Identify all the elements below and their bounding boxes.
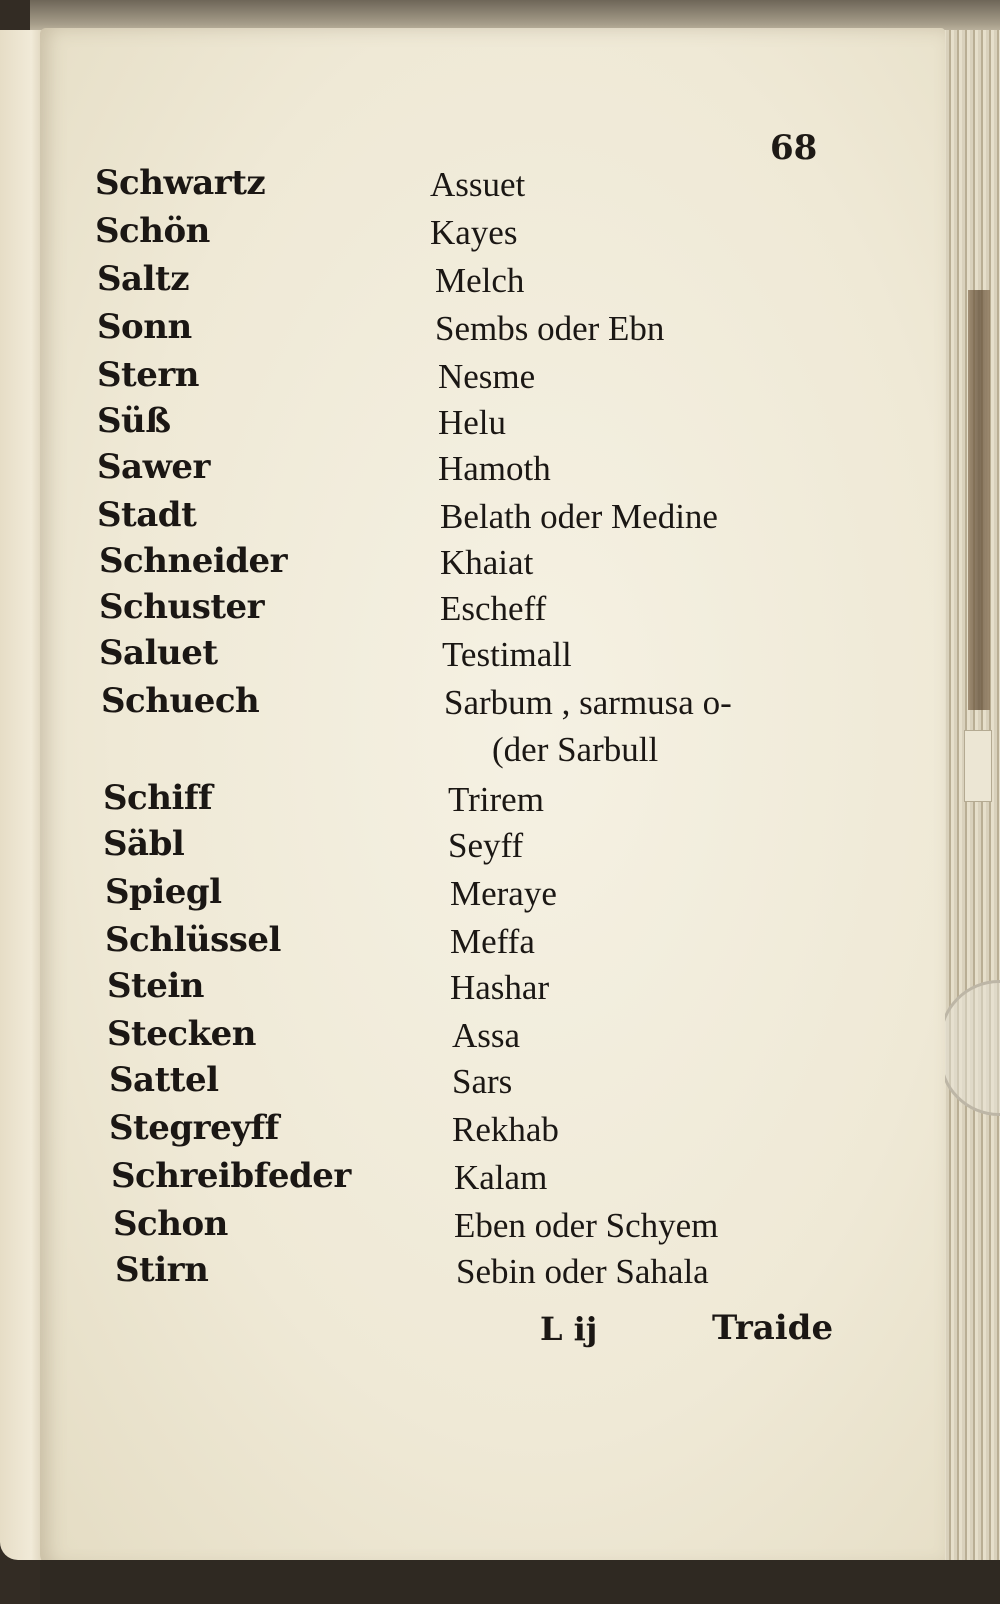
german-term: Stein (107, 966, 205, 1006)
german-term: Stirn (115, 1250, 209, 1290)
translation-term: Khaiat (440, 543, 534, 582)
book-bottom-edge (40, 1560, 1000, 1604)
translation-term: Sebin oder Sahala (456, 1252, 709, 1291)
german-term: Stadt (97, 495, 197, 535)
stain-strip (968, 290, 990, 710)
german-term: Schiff (103, 778, 213, 818)
translation-term: Eben oder Schyem (454, 1206, 719, 1245)
translation-term: Helu (438, 403, 507, 442)
translation-term: Sars (452, 1062, 513, 1101)
translation-term: Hashar (450, 968, 550, 1007)
german-term: Schreibfeder (111, 1156, 351, 1196)
signature-mark: L ij (540, 1310, 598, 1348)
german-term: Schuster (99, 587, 265, 627)
german-term: Schon (113, 1204, 228, 1244)
translation-term: Seyff (448, 826, 524, 865)
german-term: Stegreyff (109, 1108, 279, 1148)
translation-term: Kalam (454, 1158, 548, 1197)
german-term: Saluet (99, 633, 218, 673)
translation-term: Assa (452, 1016, 521, 1055)
translation-term: Melch (435, 261, 525, 300)
translation-term: Hamoth (438, 449, 551, 488)
german-term: Schwartz (95, 163, 266, 203)
translation-term: Belath oder Medine (440, 497, 718, 536)
translation-term: Meraye (450, 874, 557, 913)
german-term: Saltz (97, 259, 190, 299)
german-term: Schön (95, 211, 210, 251)
bookmark-tab (964, 730, 992, 802)
german-term: Schlüssel (105, 920, 281, 960)
german-term: Sonn (97, 307, 192, 347)
translation-term: Trirem (448, 780, 544, 819)
translation-term: Nesme (438, 357, 536, 396)
german-term: Sattel (109, 1060, 219, 1100)
catchword: Traide (712, 1308, 834, 1348)
translation-term: (der Sarbull (492, 730, 659, 769)
page-number: 68 (770, 128, 818, 168)
german-term: Schuech (101, 681, 260, 721)
translation-term: Sembs oder Ebn (435, 309, 665, 348)
translation-term: Kayes (430, 213, 518, 252)
translation-term: Rekhab (452, 1110, 559, 1149)
german-term: Stern (97, 355, 200, 395)
german-term: Sawer (97, 447, 210, 487)
translation-term: Sarbum , sarmusa o- (444, 683, 732, 722)
german-term: Stecken (107, 1014, 257, 1054)
translation-term: Assuet (430, 165, 526, 204)
translation-term: Testimall (442, 635, 572, 674)
german-term: Süß (97, 401, 171, 441)
book-page (40, 28, 945, 1568)
german-term: Schneider (99, 541, 288, 581)
translation-term: Escheff (440, 589, 547, 628)
german-term: Spiegl (105, 872, 222, 912)
german-term: Säbl (103, 824, 185, 864)
translation-term: Meffa (450, 922, 535, 961)
